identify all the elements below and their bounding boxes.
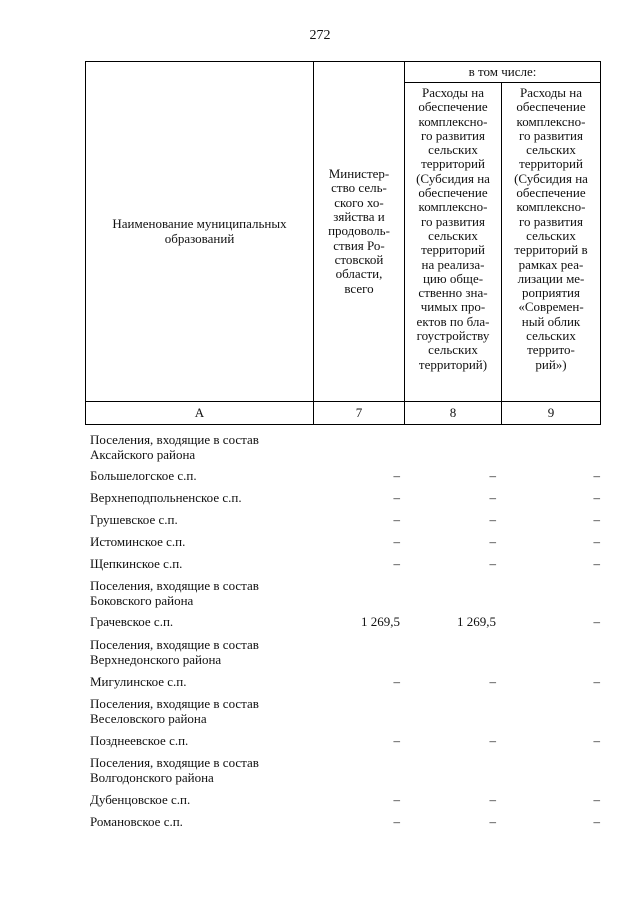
table-row [90, 614, 600, 637]
row-name: Поселения, входящие в состав Волгодонского района [90, 755, 259, 785]
page-number: 272 [309, 28, 331, 43]
table-row [90, 792, 600, 814]
index-7: 7 [314, 402, 405, 425]
value-col9: – [593, 614, 600, 629]
column-header-8: Расходы на обеспечение комплексно- го развития сельских территорий (Субсидия на обеспечение комплексно- го развития сельских территорий на реализа- цию обще- ственно зна- чимых про- ектов по бла- гоустройству сельских территорий) [405, 83, 502, 402]
value-col7: – [393, 512, 400, 527]
row-name: Щепкинское с.п. [90, 556, 183, 571]
value-col8: 1 269,5 [457, 614, 496, 629]
row-name: Грушевское с.п. [90, 512, 178, 527]
column-header-name: Наименование муниципальных образований [86, 62, 314, 402]
row-name: Истоминское с.п. [90, 534, 186, 549]
table-row [90, 534, 600, 556]
value-col7: – [393, 468, 400, 483]
value-col8: – [489, 674, 496, 689]
column-header-7: Министер- ство сель- ского хо- зяйства и продоволь- ствия Ро- стовской области, всего [314, 62, 405, 402]
value-col8: – [489, 490, 496, 505]
value-col9: – [593, 733, 600, 748]
value-col7: – [393, 733, 400, 748]
value-col8: – [489, 512, 496, 527]
row-name: Поселения, входящие в состав Веселовского района [90, 696, 259, 726]
index-9: 9 [502, 402, 601, 425]
row-name: Поселения, входящие в состав Аксайского района [90, 432, 259, 462]
column-header-9: Расходы на обеспечение комплексно- го развития сельских территорий (Субсидия на обеспечение комплексно- го развития сельских территорий в рамках реа- лизации ме- роприятия «Современ- ный облик сельских террито- рий») [502, 83, 601, 402]
value-col8: – [489, 733, 496, 748]
row-name: Дубенцовское с.п. [90, 792, 191, 807]
table-row [90, 696, 600, 733]
value-col8: – [489, 792, 496, 807]
value-col9: – [593, 490, 600, 505]
table-row [90, 733, 600, 755]
value-col7: – [393, 490, 400, 505]
value-col7: – [393, 674, 400, 689]
value-col9: – [593, 814, 600, 829]
row-name: Мигулинское с.п. [90, 674, 187, 689]
row-name: Поселения, входящие в состав Верхнедонского района [90, 637, 259, 667]
value-col7: – [393, 556, 400, 571]
value-col9: – [593, 512, 600, 527]
table-row [90, 578, 600, 614]
value-col8: – [489, 556, 496, 571]
row-name: Верхнеподпольненское с.п. [90, 490, 242, 505]
value-col9: – [593, 534, 600, 549]
index-8: 8 [405, 402, 502, 425]
row-name: Поселения, входящие в состав Боковского района [90, 578, 259, 608]
table-row [90, 637, 600, 674]
index-a: А [86, 402, 314, 425]
value-col9: – [593, 556, 600, 571]
value-col8: – [489, 534, 496, 549]
row-name: Позднеевское с.п. [90, 733, 189, 748]
table-row [90, 512, 600, 534]
table-body [90, 432, 600, 836]
table-row [90, 490, 600, 512]
value-col8: – [489, 468, 496, 483]
table-row [90, 755, 600, 792]
table-row [90, 468, 600, 490]
row-name: Грачевское с.п. [90, 614, 174, 629]
value-col7: – [393, 814, 400, 829]
value-col7: – [393, 534, 400, 549]
table-row [90, 674, 600, 696]
table-header [85, 61, 601, 425]
value-col9: – [593, 674, 600, 689]
row-name: Большелогское с.п. [90, 468, 197, 483]
value-col7: – [393, 792, 400, 807]
table-row [90, 556, 600, 578]
value-col8: – [489, 814, 496, 829]
table-row [90, 432, 600, 462]
row-name: Романовское с.п. [90, 814, 183, 829]
value-col7: 1 269,5 [361, 614, 400, 629]
in-total-label: в том числе: [405, 62, 601, 83]
table-row [90, 814, 600, 836]
value-col9: – [593, 468, 600, 483]
value-col9: – [593, 792, 600, 807]
